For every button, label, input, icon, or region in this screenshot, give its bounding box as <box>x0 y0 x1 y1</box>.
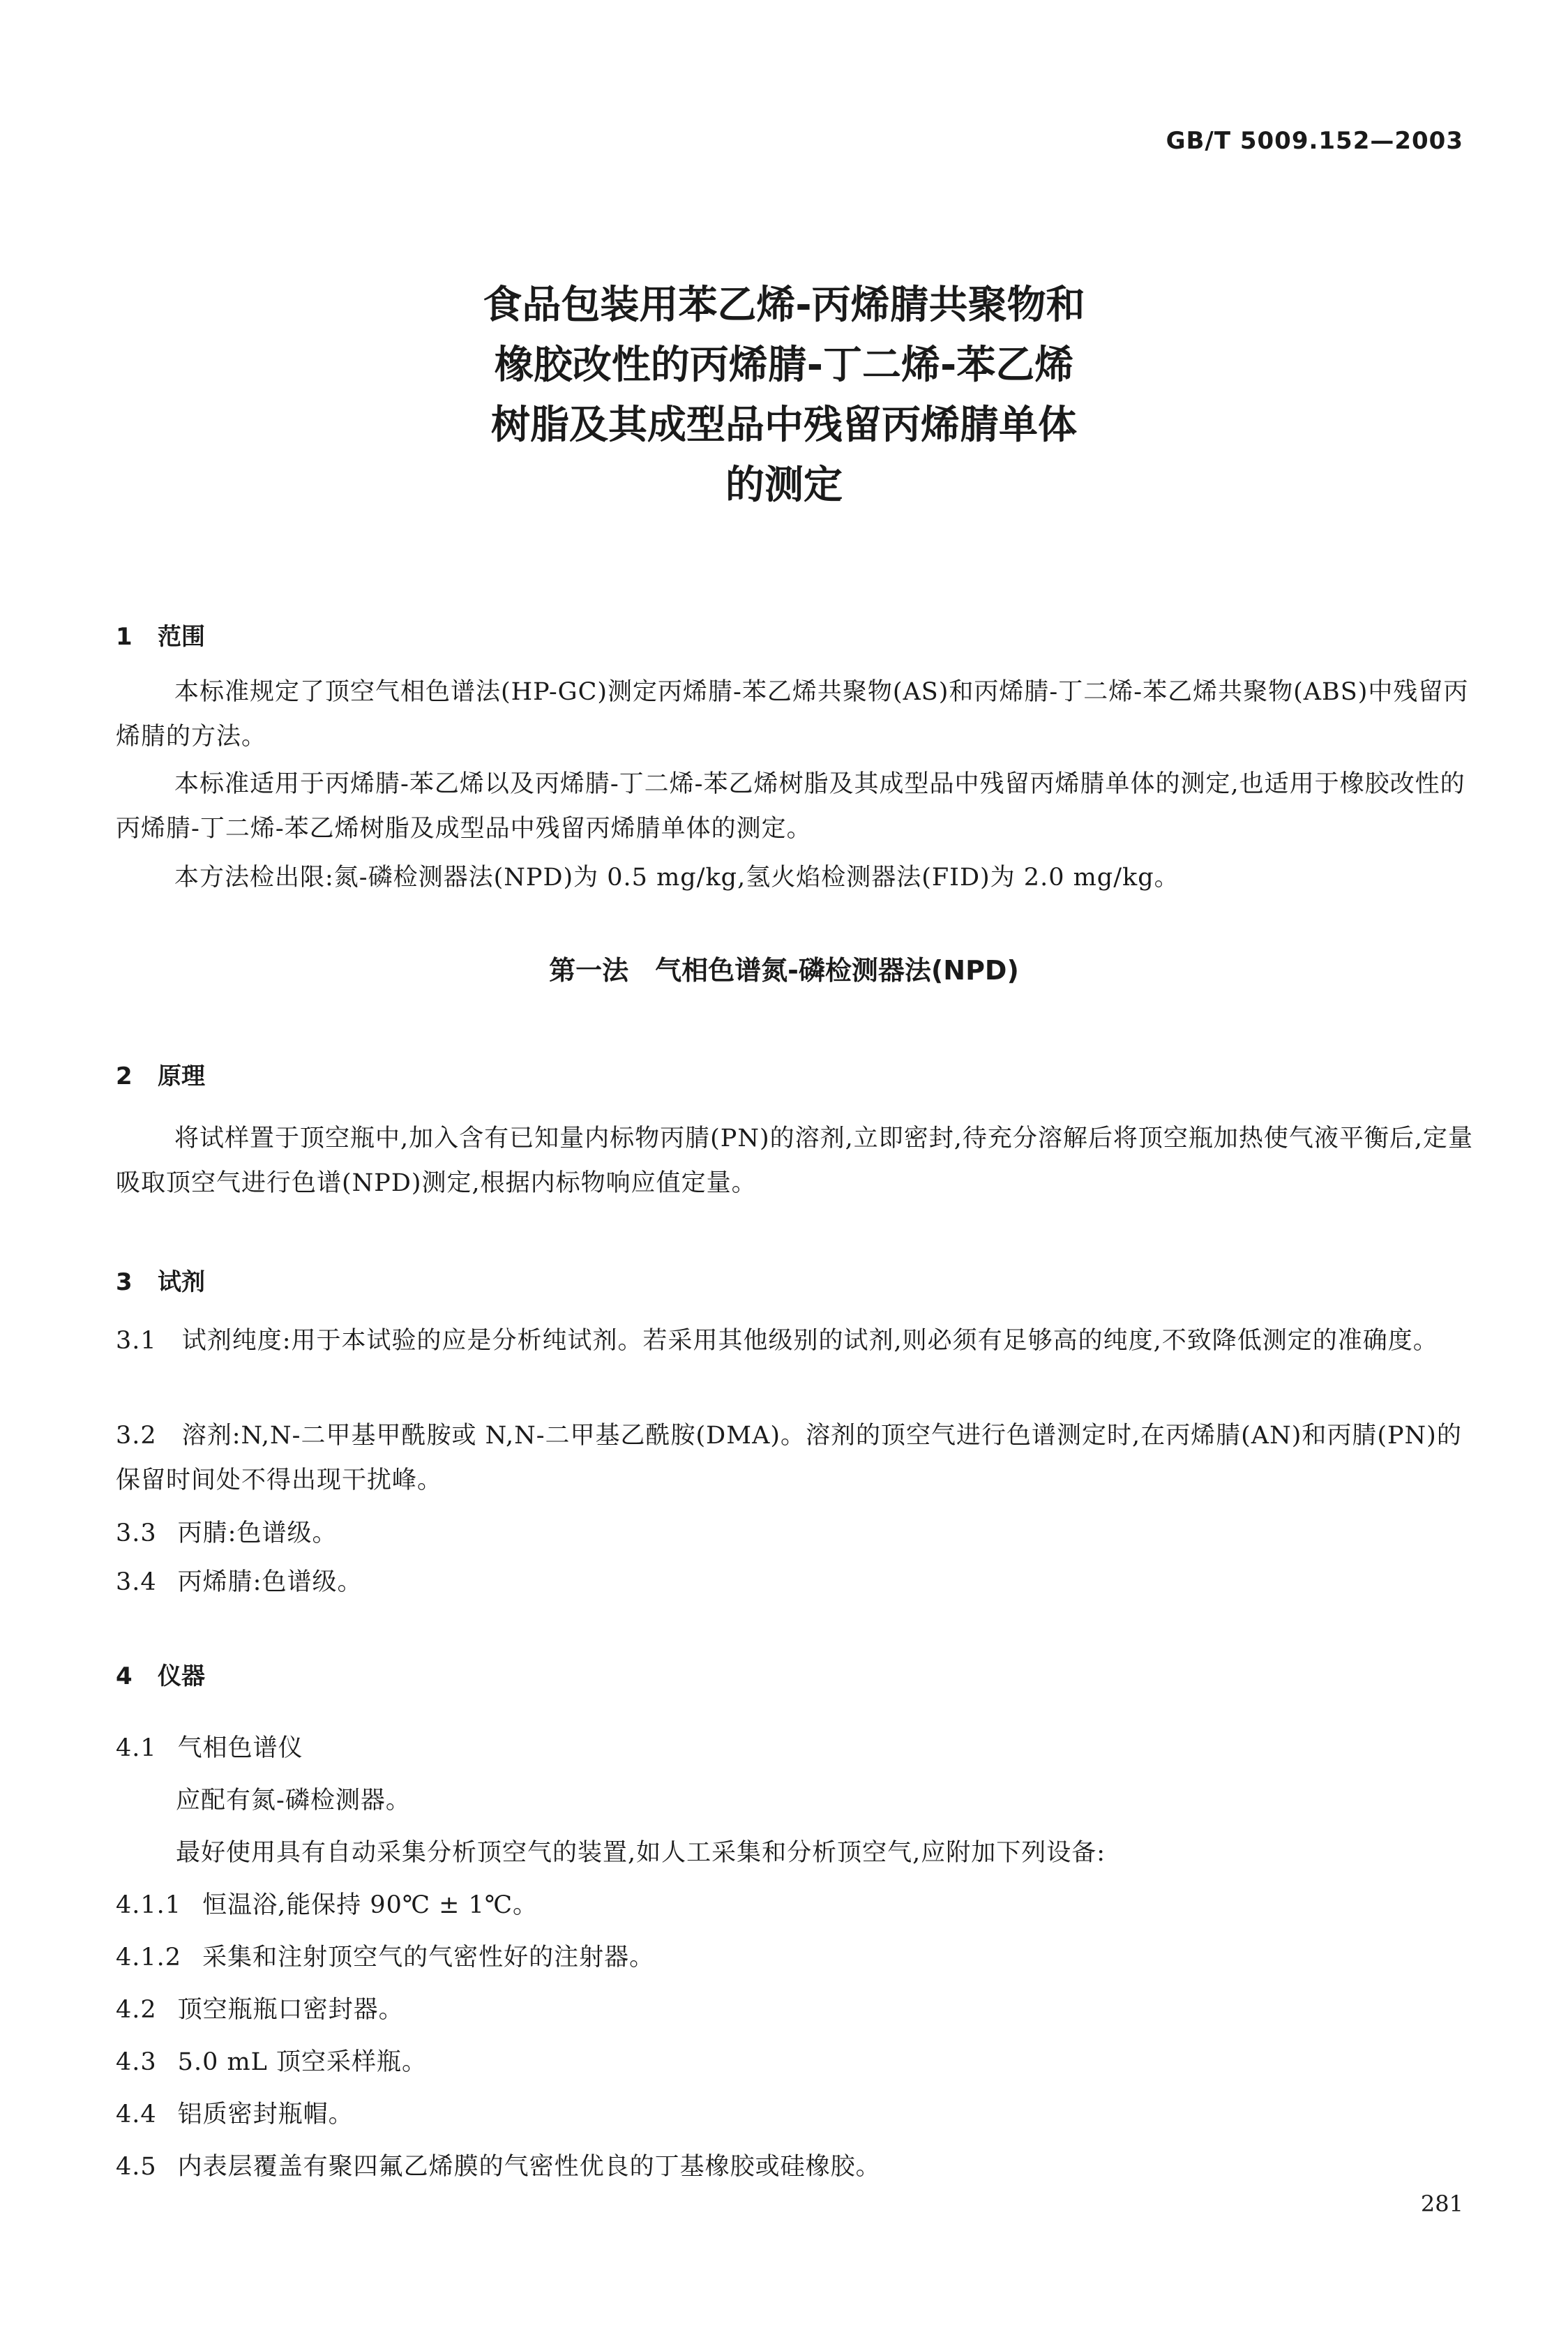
paragraph-scope-1: 本标准规定了顶空气相色谱法(HP-GC)测定丙烯腈-苯乙烯共聚物(AS)和丙烯腈-丁二烯-苯乙烯共聚物(ABS)中残留丙烯腈的方法。 <box>116 678 1469 751</box>
apparatus-item <box>116 1990 404 2025</box>
item-text: 内表层覆盖有聚四氟乙烯膜的气密性优良的丁基橡胶或硅橡胶。 <box>177 2153 881 2181</box>
reagent-item <box>116 1413 1483 1503</box>
section-number: 1 <box>116 623 133 651</box>
item-number: 4.3 <box>116 2048 157 2076</box>
section-title: 范围 <box>158 623 205 651</box>
apparatus-item <box>116 1938 654 1973</box>
item-text: 采集和注射顶空气的气密性好的注射器。 <box>202 1944 655 1971</box>
title-line: 树脂及其成型品中残留丙烯腈单体 <box>491 403 1077 448</box>
item-number: 3.4 <box>116 1568 157 1596</box>
apparatus-note: 最好使用具有自动采集分析顶空气的装置,如人工采集和分析顶空气,应附加下列设备: <box>176 1839 1106 1867</box>
item-number: 3.1 <box>116 1327 157 1355</box>
section-heading-apparatus <box>116 1657 205 1691</box>
item-number: 4.1 <box>116 1734 157 1762</box>
document-title <box>0 276 1568 516</box>
section-number: 4 <box>116 1662 133 1690</box>
reagent-item <box>116 1563 362 1598</box>
item-number: 4.1.2 <box>116 1944 182 1971</box>
item-number: 3.2 <box>116 1422 157 1450</box>
item-number: 4.2 <box>116 1996 157 2024</box>
paragraph-principle: 将试样置于顶空瓶中,加入含有已知量内标物丙腈(PN)的溶剂,立即密封,待充分溶解后将顶空瓶加热使气液平衡后,定量吸取顶空气进行色谱(NPD)测定,根据内标物响应值定量。 <box>116 1125 1473 1197</box>
title-line: 的测定 <box>725 463 843 508</box>
section-number: 3 <box>116 1268 133 1296</box>
item-text: 恒温浴,能保持 90℃ ± 1℃。 <box>202 1891 538 1919</box>
apparatus-item <box>116 2147 881 2182</box>
item-text: 丙腈:色谱级。 <box>177 1519 338 1547</box>
title-line: 橡胶改性的丙烯腈-丁二烯-苯乙烯 <box>494 343 1074 388</box>
item-number: 4.1.1 <box>116 1891 182 1919</box>
apparatus-item <box>116 2095 354 2130</box>
method-heading: 第一法 气相色谱氮-磷检测器法(NPD) <box>549 955 1019 986</box>
reagent-item <box>116 1318 1483 1363</box>
apparatus-item <box>116 1886 538 1921</box>
apparatus-note: 应配有氮-磷检测器。 <box>176 1787 411 1815</box>
section-title: 试剂 <box>158 1268 205 1296</box>
section-title: 原理 <box>158 1062 205 1090</box>
item-number: 4.4 <box>116 2101 157 2128</box>
title-line: 食品包装用苯乙烯-丙烯腈共聚物和 <box>483 283 1085 328</box>
section-title: 仪器 <box>158 1662 205 1690</box>
reagent-item <box>116 1514 337 1549</box>
item-text: 顶空瓶瓶口密封器。 <box>177 1996 404 2024</box>
section-heading-scope <box>116 617 205 652</box>
item-number: 3.3 <box>116 1519 157 1547</box>
item-text: 气相色谱仪 <box>177 1734 303 1762</box>
item-text: 溶剂:N,N-二甲基甲酰胺或 N,N-二甲基乙酰胺(DMA)。溶剂的顶空气进行色谱测定时,在丙烯腈(AN)和丙腈(PN)的保留时间处不得出现干扰峰。 <box>116 1422 1462 1494</box>
page-number: 281 <box>1420 2191 1463 2217</box>
section-heading-principle <box>116 1057 205 1091</box>
item-number: 4.5 <box>116 2153 157 2181</box>
item-text: 丙烯腈:色谱级。 <box>177 1568 363 1596</box>
paragraph-detection-limit: 本方法检出限:氮-磷检测器法(NPD)为 0.5 mg/kg,氢火焰检测器法(FID)为 2.0 mg/kg。 <box>174 864 1179 892</box>
paragraph-scope-2: 本标准适用于丙烯腈-苯乙烯以及丙烯腈-丁二烯-苯乙烯树脂及其成型品中残留丙烯腈单体的测定,也适用于橡胶改性的丙烯腈-丁二烯-苯乙烯树脂及成型品中残留丙烯腈单体的测定。 <box>116 770 1465 843</box>
apparatus-item <box>116 1729 303 1764</box>
apparatus-item <box>116 2043 427 2078</box>
standard-code: GB/T 5009.152—2003 <box>1166 127 1463 155</box>
item-text: 铝质密封瓶帽。 <box>177 2101 354 2128</box>
section-heading-reagents <box>116 1263 205 1297</box>
section-number: 2 <box>116 1062 133 1090</box>
item-text: 5.0 mL 顶空采样瓶。 <box>177 2048 428 2076</box>
item-text: 试剂纯度:用于本试验的应是分析纯试剂。若采用其他级别的试剂,则必须有足够高的纯度,不致降低测定的准确度。 <box>181 1327 1438 1355</box>
